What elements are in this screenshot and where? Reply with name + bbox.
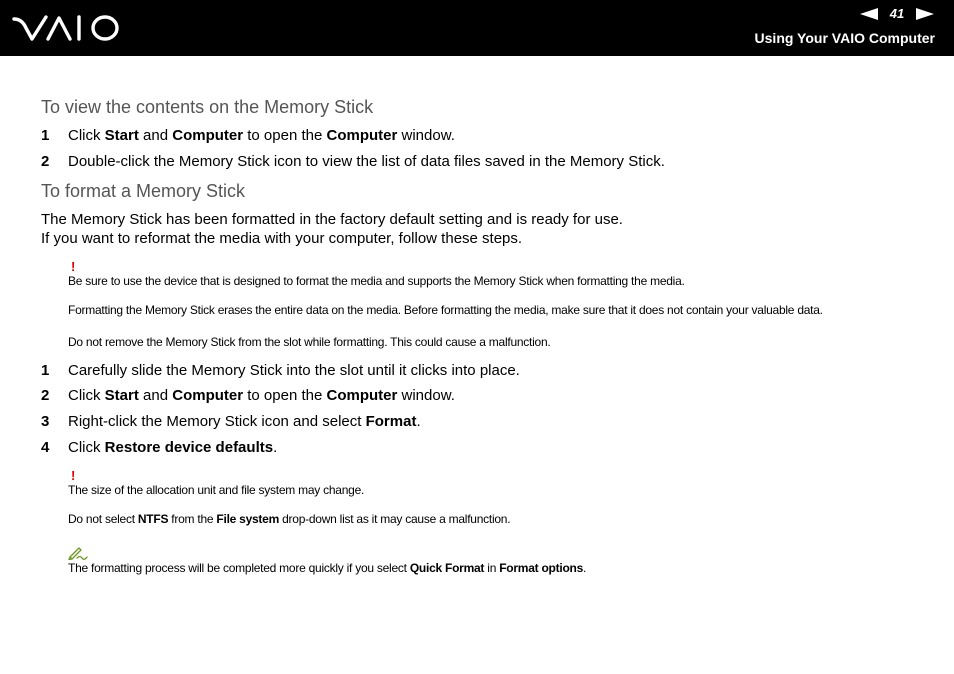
warning-mark-icon: !	[71, 259, 76, 274]
step-number: 2	[41, 387, 50, 404]
step-number: 3	[41, 413, 50, 430]
step-number: 1	[41, 127, 50, 144]
step-number: 1	[41, 362, 50, 379]
format-step-2: 2 Click Start and Computer to open the Computer window.	[41, 387, 455, 404]
vaio-logo-icon	[12, 14, 122, 42]
note-line: The size of the allocation unit and file system may change.	[68, 483, 365, 497]
step-number: 4	[41, 439, 50, 456]
format-step-1: 1 Carefully slide the Memory Stick into the slot until it clicks into place.	[41, 362, 520, 379]
step-number: 2	[41, 153, 50, 170]
page-number: 41	[889, 6, 905, 21]
format-intro-line-1: The Memory Stick has been formatted in the factory default setting and is ready for use.	[41, 211, 623, 228]
prev-page-arrow-icon[interactable]	[860, 8, 878, 20]
format-step-4: 4 Click Restore device defaults.	[41, 439, 278, 456]
note-line: Formatting the Memory Stick erases the entire data on the media. Before formatting the media, make sure that it does not contain your valuable data.	[68, 303, 823, 317]
tip-line: The formatting process will be completed more quickly if you select Quick Format in Format options.	[68, 561, 587, 575]
note-line: Be sure to use the device that is designed to format the media and supports the Memory Stick when formatting the media.	[68, 274, 685, 288]
page-navigation	[860, 6, 934, 21]
note-line: Do not remove the Memory Stick from the slot while formatting. This could cause a malfunction.	[68, 335, 551, 349]
view-step-2: 2 Double-click the Memory Stick icon to view the list of data files saved in the Memory Stick.	[41, 153, 665, 170]
view-step-1: 1 Click Start and Computer to open the Computer window.	[41, 127, 455, 144]
view-heading: To view the contents on the Memory Stick	[41, 97, 374, 117]
format-step-3: 3 Right-click the Memory Stick icon and select Format.	[41, 413, 421, 430]
warning-mark-icon: !	[71, 468, 76, 483]
format-intro-line-2: If you want to reformat the media with your computer, follow these steps.	[41, 230, 523, 247]
page-header	[0, 0, 954, 56]
section-title: Using Your VAIO Computer	[754, 30, 935, 46]
note-line: Do not select NTFS from the File system drop-down list as it may cause a malfunction.	[68, 512, 511, 526]
next-page-arrow-icon[interactable]	[916, 8, 934, 20]
pen-note-icon	[68, 546, 88, 560]
format-heading: To format a Memory Stick	[41, 181, 246, 201]
